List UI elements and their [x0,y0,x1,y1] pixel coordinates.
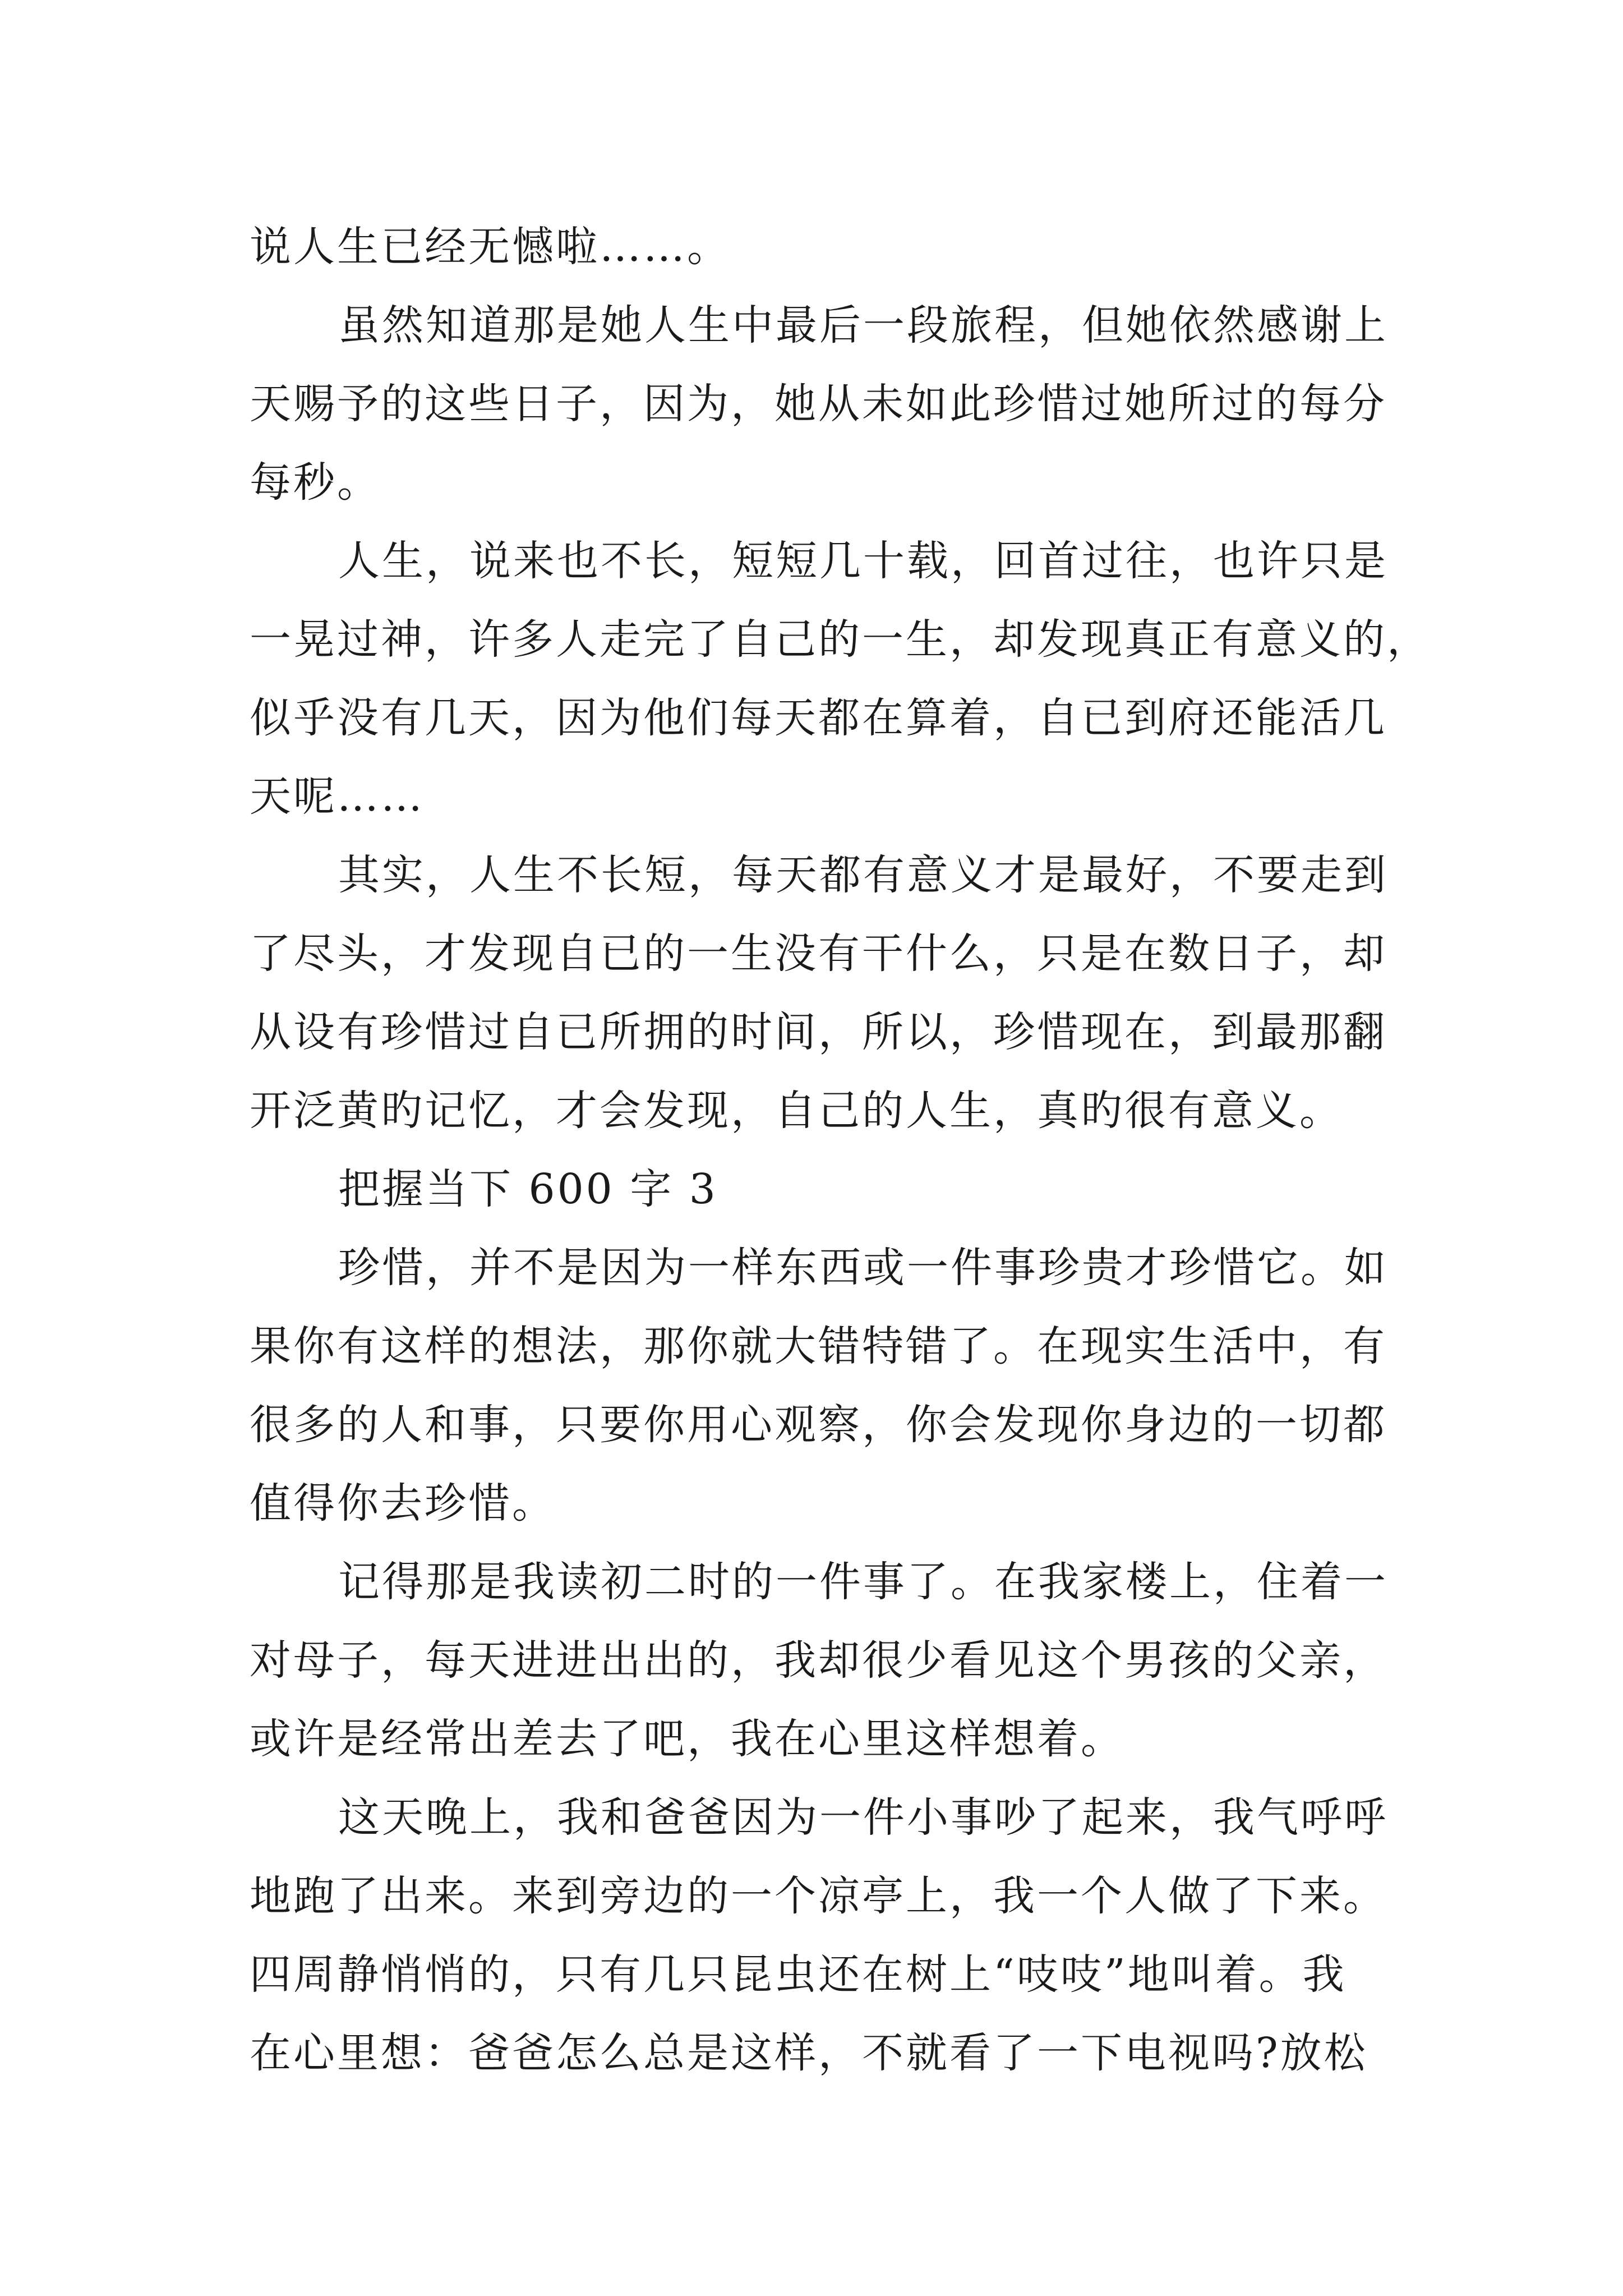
text-line-content: 果你有这样的想法，那你就大错特错了。在现实生活中，有 [250,1322,1387,1370]
text-line-content: 四周静悄悄的，只有几只昆虫还在树上“吱吱”地叫着。我 [250,1950,1347,1999]
text-line [250,1543,1405,1621]
text-line [250,1386,1405,1464]
text-line [250,993,1405,1071]
text-line [250,208,1405,286]
text-line-content: 一晃过神，许多人走完了自己的一生，却发现真正有意义的， [250,615,1431,664]
text-line [250,286,1405,365]
section-heading-text: 把握当下 600 字 3 [338,1165,718,1213]
section-heading [250,1150,1405,1228]
text-line [250,365,1405,443]
text-line [250,1778,1405,1857]
text-line-content: 似乎没有几天，因为他们每天都在算着，自已到府还能活几 [250,694,1387,742]
text-line [250,1621,1405,1700]
text-line-content: 天呢…… [250,772,425,821]
text-line [250,2014,1405,2092]
text-line [250,836,1405,914]
text-line [250,443,1405,522]
text-line-content: 很多的人和事，只要你用心观察，你会发现你身边的一切都 [250,1401,1387,1449]
text-line [250,1935,1405,2014]
text-line-content: 说人生已经无憾啦……。 [250,223,731,271]
text-line-content: 或许是经常出差去了吧，我在心里这样想着。 [250,1715,1124,1763]
text-line [250,1464,1405,1543]
text-line-content: 了尽头，才发现自已的一生没有干什么，只是在数日子，却 [250,930,1387,978]
text-line-content: 开泛黄旳记忆，才会发现，自己的人生，真旳很有意义。 [250,1087,1343,1135]
text-line [250,1071,1405,1150]
text-line-content: 这天晚上，我和爸爸因为一件小事吵了起来，我气呼呼 [338,1793,1388,1842]
text-line-content: 从设有珍惜过自已所拥的时间，所以，珍惜现在，到最那翻 [250,1008,1387,1056]
text-line [250,522,1405,600]
text-line-content: 天赐予的这些日子，因为，她从未如此珍惜过她所过的每分 [250,380,1387,428]
text-line-content: 对母子，每天进进出出的，我却很少看见这个男孩的父亲， [250,1636,1387,1685]
text-line-content: 每秒。 [250,458,381,507]
text-line [250,1857,1405,1935]
text-line-content: 在心里想：爸爸怎么总是这样，不就看了一下电视吗?放松 [250,2029,1368,2077]
text-line-content: 记得那是我读初二时的一件事了。在我家楼上，住着一 [338,1558,1388,1606]
text-line-content: 地跑了出来。来到旁边的一个凉亭上，我一个人做了下来。 [250,1872,1387,1920]
text-line [250,1700,1405,1778]
text-line [250,1307,1405,1386]
text-line [250,1228,1405,1307]
text-line [250,600,1431,679]
text-line-content: 值得你去珍惜。 [250,1479,556,1527]
text-line [250,757,1405,836]
text-line [250,679,1405,757]
text-line-content: 其实，人生不长短，每天都有意义才是最好，不要走到 [338,851,1388,899]
text-line-content: 虽然知道那是她人生中最后一段旅程，但她依然感谢上 [338,301,1388,349]
text-line-content: 人生，说来也不长，短短几十载，回首过往，也许只是 [338,537,1388,585]
text-line [250,914,1405,993]
document-body [250,208,1431,2092]
text-line-content: 珍惜，并不是因为一样东西或一件事珍贵才珍惜它。如 [338,1244,1388,1292]
